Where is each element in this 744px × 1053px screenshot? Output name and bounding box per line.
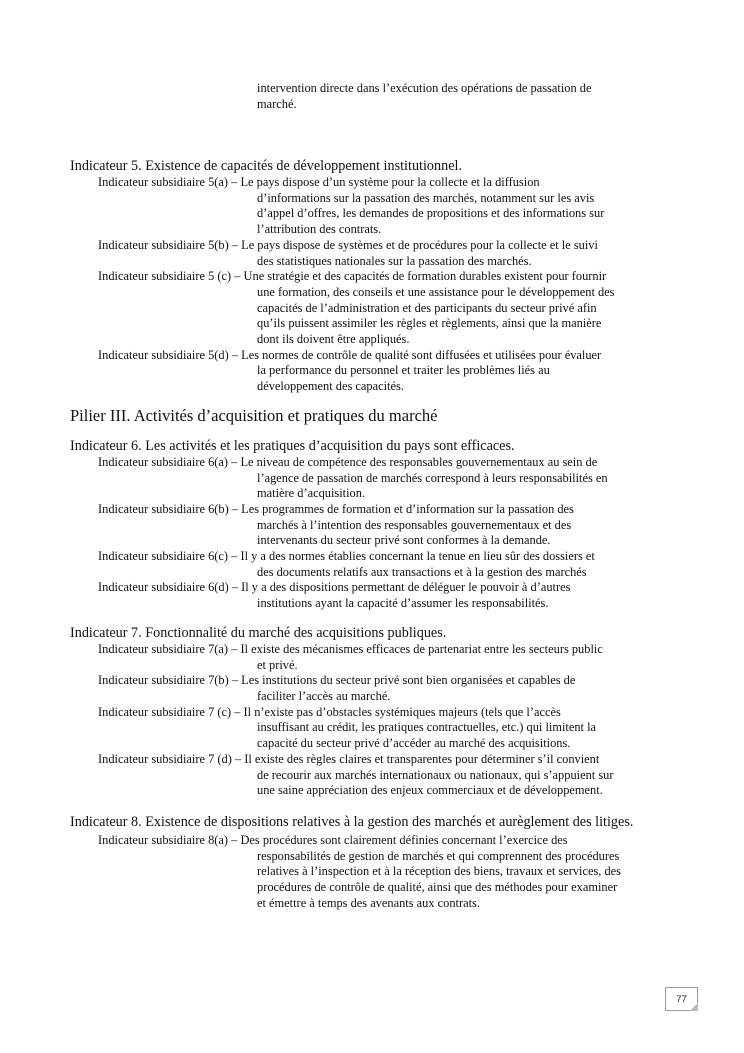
sub-line: d’informations sur la passation des marchés, notamment sur les avis	[257, 190, 595, 205]
sub-line: matière d’acquisition.	[257, 486, 366, 501]
sub-line: responsabilités de gestion de marchés et qui comprennent des procédures	[257, 848, 620, 863]
sub-indicator-5d	[98, 348, 670, 395]
sub-line: Il y a des normes établies concernant la tenue en lieu sûr des dossiers et	[240, 549, 595, 564]
sub-indicator-5b	[98, 238, 670, 269]
sub-line: procédures de contrôle de qualité, ainsi que des méthodes pour examiner	[257, 880, 618, 895]
sub-label: Indicateur subsidiaire 6(c) –	[98, 549, 241, 564]
sub-indicator-7d	[98, 752, 670, 799]
sub-label: Indicateur subsidiaire 8(a) –	[98, 832, 241, 847]
document-content	[70, 157, 670, 911]
sub-line: l’agence de passation de marchés correspond à leurs responsabilités en	[257, 470, 608, 485]
sub-line: capacités de l’administration et des participants du secteur privé afin	[257, 300, 597, 315]
sub-line: une saine appréciation des enjeux commerciaux et de développement.	[257, 783, 603, 798]
sub-label: Indicateur subsidiaire 5(b) –	[98, 237, 242, 252]
sub-line: capacité du secteur privé d’accéder au marché des acquisitions.	[257, 736, 571, 751]
sub-line: l’attribution des contrats.	[257, 222, 382, 237]
sub-indicator-7b	[98, 673, 670, 704]
sub-line: Il existe des mécanismes efficaces de partenariat entre les secteurs public	[240, 641, 603, 656]
sub-line: Les normes de contrôle de qualité sont diffusées et utilisées pour évaluer	[241, 347, 602, 362]
sub-line: faciliter l’accès au marché.	[257, 688, 391, 703]
sub-line: de recourir aux marchés internationaux ou nationaux, qui s’appuient sur	[257, 767, 614, 782]
indicator-5-title: Indicateur 5. Existence de capacités de développement institutionnel.	[70, 158, 462, 174]
sub-line: et privé.	[257, 657, 298, 672]
sub-line: Il n’existe pas d’obstacles systémiques majeurs (tels que l’accès	[243, 704, 561, 719]
intro-paragraph	[257, 80, 657, 112]
sub-line: relatives à l’inspection et à la réception des biens, travaux et services, des	[257, 864, 622, 879]
sub-indicator-6c	[98, 549, 670, 580]
sub-line: et émettre à temps des avenants aux contrats.	[257, 895, 480, 910]
sub-label: Indicateur subsidiaire 7(b) –	[98, 673, 242, 688]
sub-indicator-5a	[98, 175, 670, 238]
sub-line: insuffisant au crédit, les pratiques contractuelles, etc.) qui limitent la	[257, 720, 597, 735]
sub-line: Les programmes de formation et d’information sur la passation des	[241, 501, 574, 516]
sub-line: intervenants du secteur privé sont conformes à la demande.	[257, 533, 551, 548]
sub-label: Indicateur subsidiaire 7 (d) –	[98, 751, 245, 766]
sub-indicator-5c	[98, 269, 670, 348]
sub-line: marchés à l’intention des responsables gouvernementaux et des	[257, 517, 572, 532]
sub-line: développement des capacités.	[257, 379, 404, 394]
sub-line: dont ils doivent être appliqués.	[257, 332, 410, 347]
intro-line: intervention directe dans l’exécution des opérations de passation de	[257, 81, 592, 95]
sub-line: Il existe des règles claires et transparentes pour déterminer s’il convient	[244, 751, 600, 766]
intro-line: marché.	[257, 97, 297, 111]
sub-line: Le pays dispose d’un système pour la collecte et la diffusion	[240, 175, 540, 189]
sub-indicator-7c	[98, 705, 670, 752]
sub-line: Le pays dispose de systèmes et de procédures pour la collecte et le suivi	[241, 237, 598, 252]
sub-line: Une stratégie et des capacités de formation durables existent pour fournir	[243, 269, 607, 284]
sub-line: des statistiques nationales sur la passation des marchés.	[257, 253, 532, 268]
sub-indicator-6b	[98, 502, 670, 549]
sub-indicator-7a	[98, 642, 670, 673]
indicator-8-title: Indicateur 8. Existence de dispositions relatives à la gestion des marchés et aurèglement des litiges.	[70, 813, 634, 830]
sub-indicator-6a	[98, 455, 670, 502]
indicator-7-title: Indicateur 7. Fonctionnalité du marché des acquisitions publiques.	[70, 624, 447, 641]
sub-line: qu’ils puissent assimiler les règles et règlements, ainsi que la manière	[257, 316, 602, 331]
sub-line: Des procédures sont clairement définies concernant l’exercice des	[240, 832, 568, 847]
sub-line: d’appel d’offres, les demandes de propositions et des informations sur	[257, 206, 605, 221]
sub-label: Indicateur subsidiaire 5(d) –	[98, 347, 242, 362]
sub-label: Indicateur subsidiaire 6(b) –	[98, 501, 242, 516]
sub-line: la performance du personnel et traiter les problèmes liés au	[257, 363, 550, 378]
sub-line: Le niveau de compétence des responsables gouvernementaux au sein de	[240, 454, 598, 469]
sub-indicator-8a	[98, 833, 670, 912]
sub-label: Indicateur subsidiaire 7(a) –	[98, 641, 241, 656]
sub-label: Indicateur subsidiaire 5(a) –	[98, 175, 241, 189]
sub-line: Il y a des dispositions permettant de déléguer le pouvoir à d’autres	[241, 580, 571, 595]
sub-line: institutions ayant la capacité d’assumer les responsabilités.	[257, 596, 549, 611]
pillar-heading: Pilier III. Activités d’acquisition et pratiques du marché	[70, 405, 438, 425]
sub-line: une formation, des conseils et une assistance pour le développement des	[257, 284, 615, 299]
sub-line: des documents relatifs aux transactions et à la gestion des marchés	[257, 564, 587, 579]
sub-line: Les institutions du secteur privé sont bien organisées et capables de	[241, 673, 576, 688]
sub-label: Indicateur subsidiaire 5 (c) –	[98, 269, 244, 284]
sub-label: Indicateur subsidiaire 6(d) –	[98, 580, 242, 595]
sub-label: Indicateur subsidiaire 7 (c) –	[98, 704, 244, 719]
sub-label: Indicateur subsidiaire 6(a) –	[98, 454, 241, 469]
sub-indicator-6d	[98, 580, 670, 611]
indicator-6-title: Indicateur 6. Les activités et les pratiques d’acquisition du pays sont efficaces.	[70, 437, 515, 454]
page-number: 77	[665, 987, 698, 1011]
